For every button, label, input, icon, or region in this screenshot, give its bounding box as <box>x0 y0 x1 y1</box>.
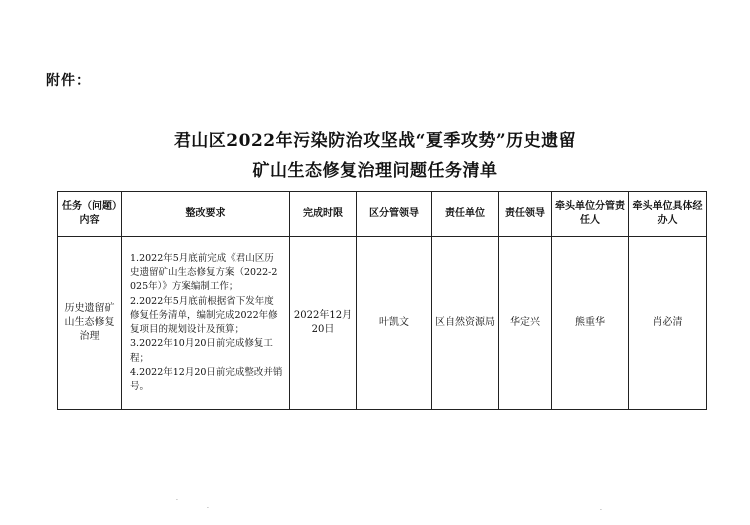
header-deadline: 完成时限 <box>290 192 357 237</box>
requirement-item: 2.2022年5月底前根据省下发年度修复任务清单，编制完成2022年修复项目的规划设计及预算； <box>130 295 278 335</box>
table-header-row <box>58 192 707 237</box>
scan-speck: · <box>176 497 178 504</box>
attachment-label: 附件： <box>46 73 91 89</box>
task-list-table <box>57 191 707 410</box>
header-requirements: 整改要求 <box>122 192 290 237</box>
requirement-item: 3.2022年10月20日前完成修复工程； <box>130 338 273 364</box>
document-title-line-1: 君山区2022年污染防治攻坚战“夏季攻势”历史遗留 <box>173 131 577 151</box>
cell-responsible-unit: 区自然资源局 <box>432 237 499 410</box>
header-lead-unit-handler: 牵头单位具体经办人 <box>629 192 707 237</box>
cell-district-leader: 叶凯文 <box>357 237 432 410</box>
cell-responsible-leader: 华定兴 <box>499 237 552 410</box>
requirement-item: 1.2022年5月底前完成《君山区历史遗留矿山生态修复方案（2022-2025年）》方案编制工作； <box>130 252 278 293</box>
header-responsible-leader: 责任领导 <box>499 192 552 237</box>
cell-lead-unit-handler: 肖必清 <box>629 237 707 410</box>
header-task: 任务（问题）内容 <box>58 192 122 237</box>
header-district-leader: 区分管领导 <box>357 192 432 237</box>
document-title-line-2: 矿山生态修复治理问题任务清单 <box>252 161 498 181</box>
cell-task: 历史遗留矿山生态修复治理 <box>58 237 122 410</box>
cell-requirements <box>122 237 290 410</box>
header-lead-unit-responsible: 牵头单位分管责任人 <box>552 192 629 237</box>
scan-speck: · <box>600 507 602 514</box>
table-row <box>58 237 707 410</box>
cell-lead-unit-responsible: 熊重华 <box>552 237 629 410</box>
scan-speck: · <box>207 505 209 512</box>
header-responsible-unit: 责任单位 <box>432 192 499 237</box>
cell-deadline: 2022年12月20日 <box>290 237 357 410</box>
requirement-item: 4.2022年12月20日前完成整改并销号。 <box>130 366 283 392</box>
